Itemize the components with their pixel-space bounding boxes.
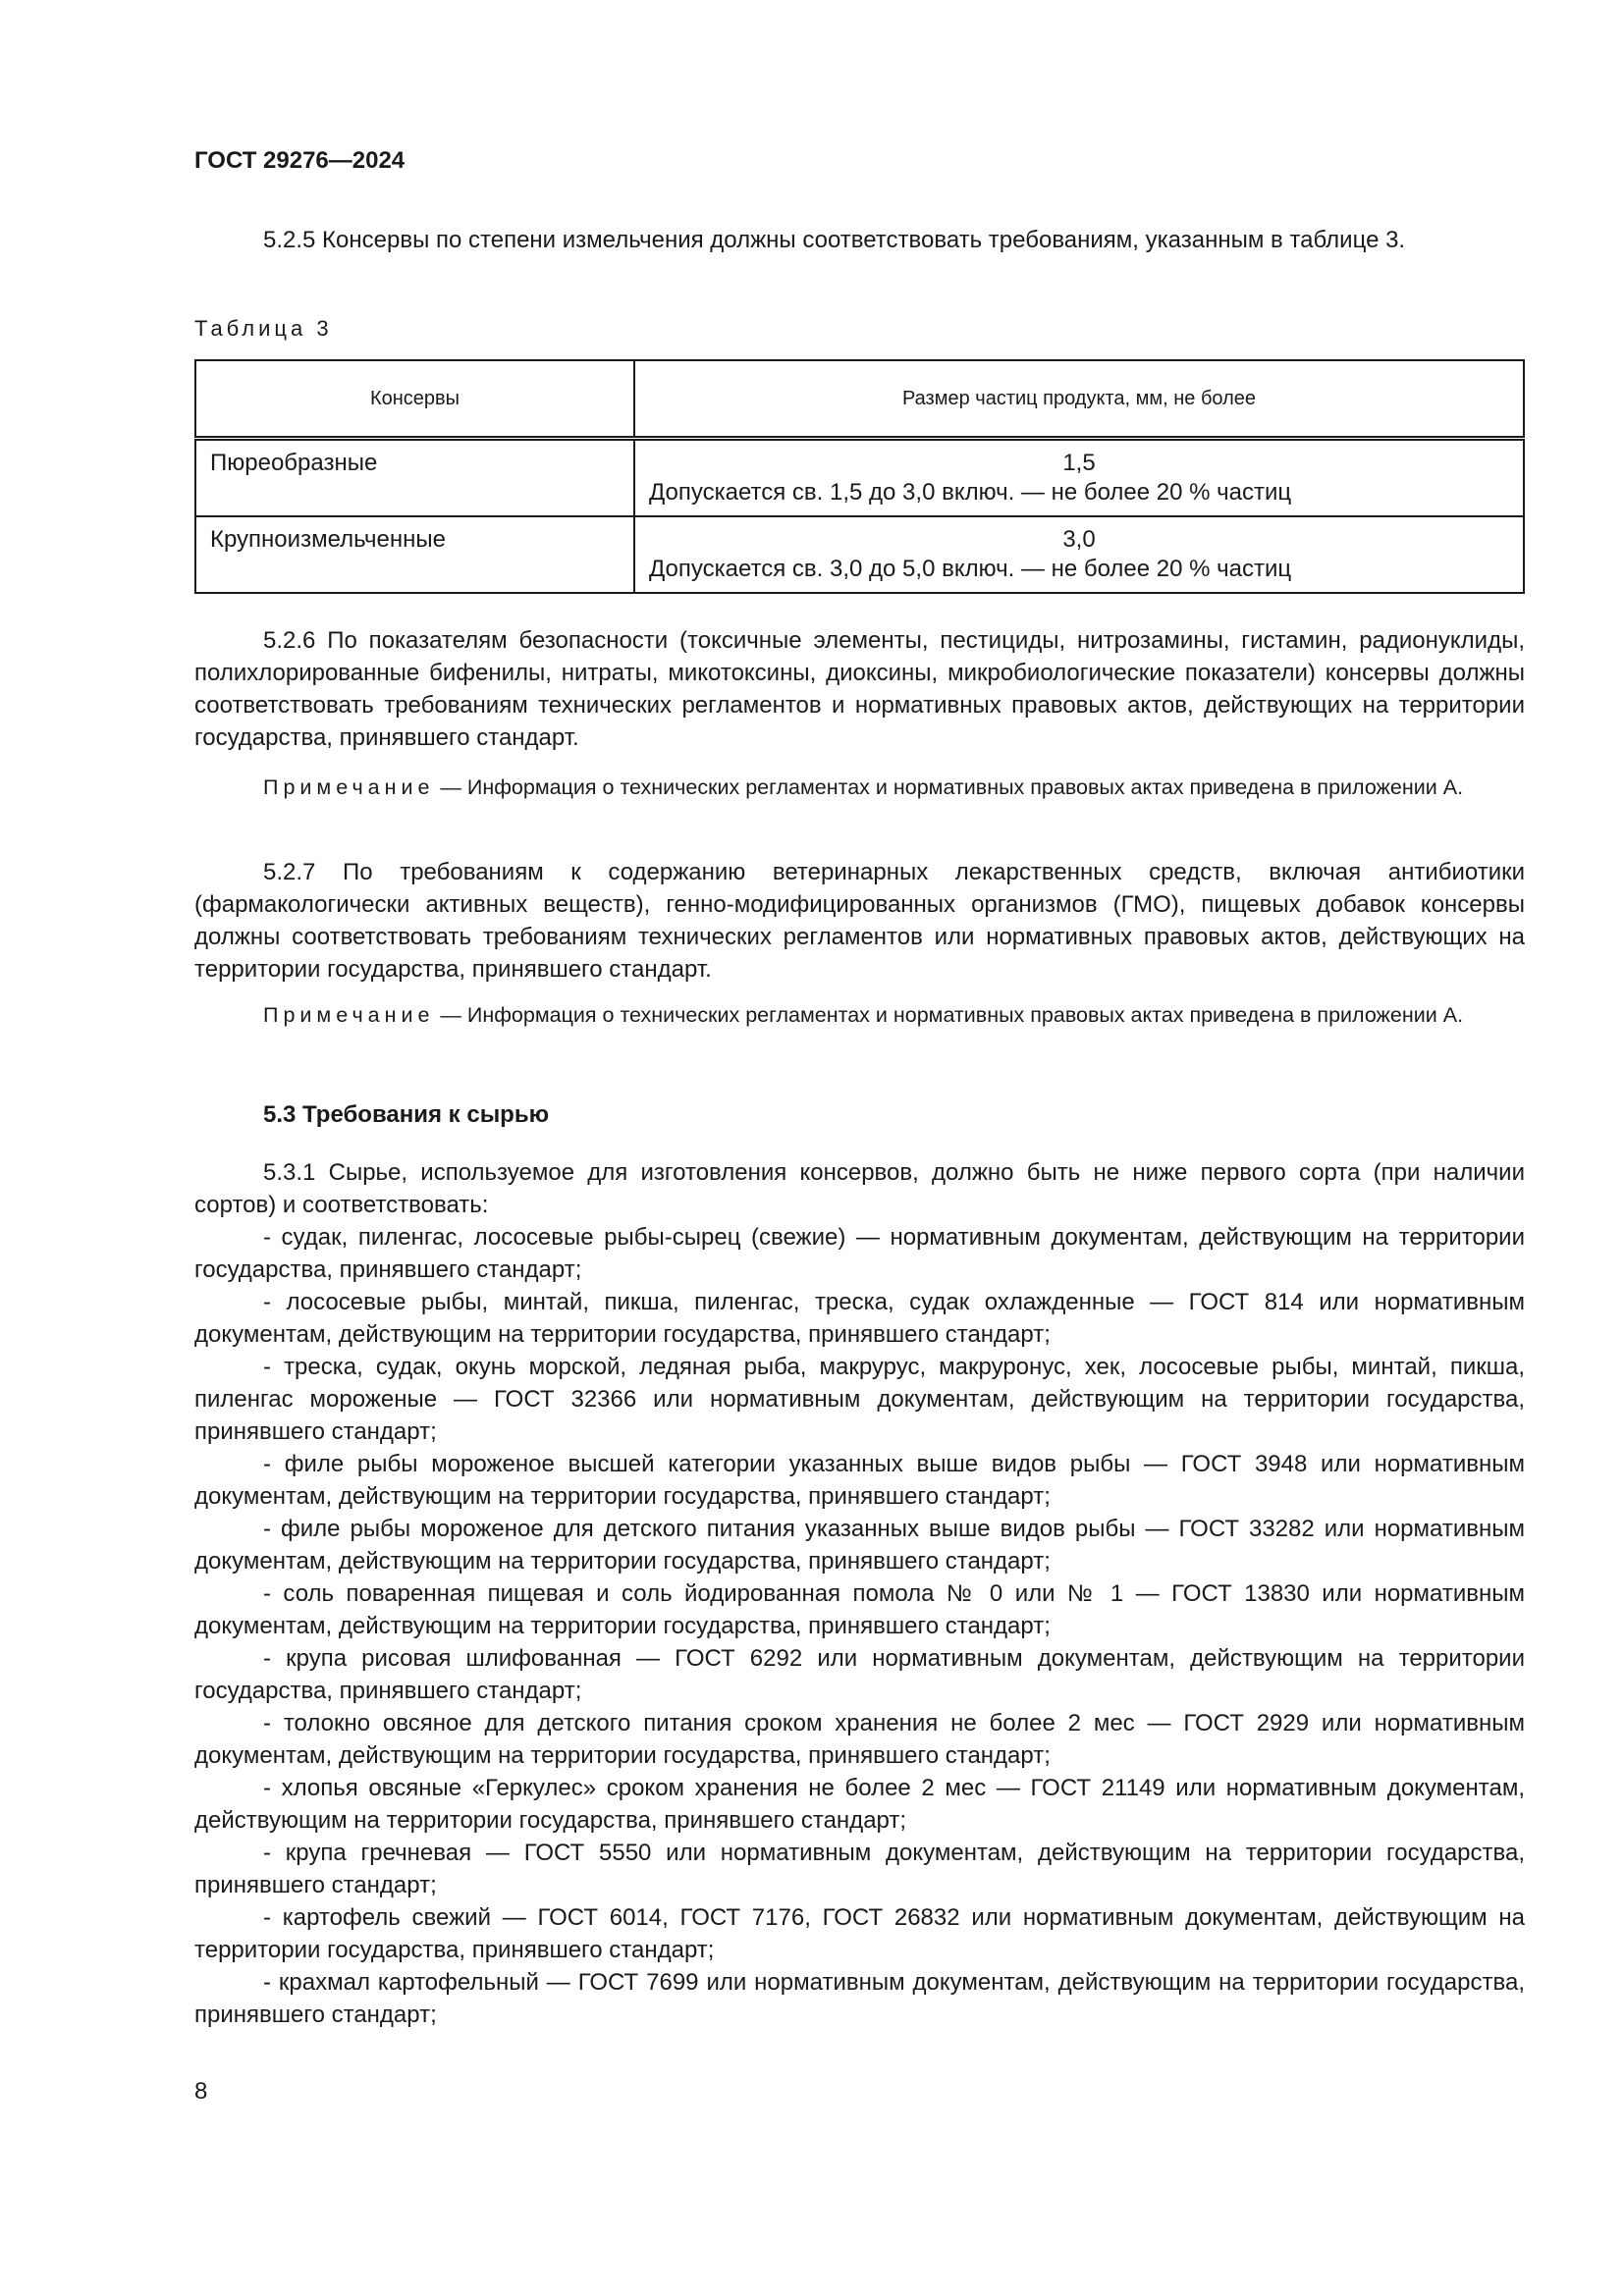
note-text: — Информация о технических регламентах и нормативных правовых актах приведена в приложении А.: [434, 1003, 1464, 1027]
table-header-row: [195, 360, 1524, 439]
table-3: [194, 359, 1525, 594]
note-text: — Информация о технических регламентах и нормативных правовых актах приведена в приложении А.: [434, 775, 1464, 799]
list-item: - филе рыбы мороженое высшей категории указанных выше видов рыбы — ГОСТ 3948 или нормативным документам, действующим на территории государства, принявшего стандарт;: [194, 1451, 1525, 1510]
paragraph-5-2-7: 5.2.7 По требованиям к содержанию ветеринарных лекарственных средств, включая антибиотики (фармакологически активных веществ), генно-модифицированных организмов (ГМО), пищевых добавок консервы должны соответствовать требованиям технических регламентов или нормативных правовых актов, действующих на территории государства, принявшего стандарт.: [194, 859, 1525, 983]
table-row: [195, 439, 1524, 517]
paragraph-5-3-1: 5.3.1 Сырье, используемое для изготовления консервов, должно быть не ниже первого сорта (при наличии сортов) и соответствовать:: [194, 1159, 1525, 1218]
list-item: - филе рыбы мороженое для детского питания указанных выше видов рыбы — ГОСТ 33282 или нормативным документам, действующим на территории государства, принявшего стандарт;: [194, 1516, 1525, 1575]
list-item: - крупа рисовая шлифованная — ГОСТ 6292 или нормативным документам, действующим на территории государства, принявшего стандарт;: [194, 1645, 1525, 1704]
note-2: [194, 999, 1525, 1031]
list-item: - соль поваренная пищевая и соль йодированная помола № 0 или № 1 — ГОСТ 13830 или нормативным документам, действующим на территории государства, принявшего стандарт;: [194, 1580, 1525, 1639]
table-row: [195, 516, 1524, 593]
table-cell-value: [634, 516, 1524, 593]
value-number: 3,0: [1062, 526, 1096, 553]
table-header-product: Консервы: [195, 360, 634, 439]
table-caption: Таблица 3: [194, 316, 333, 341]
paragraph-5-2-6: 5.2.6 По показателям безопасности (токсичные элементы, пестициды, нитрозамины, гистамин, радионуклиды, полихлорированные бифенилы, нитраты, микотоксины, диоксины, микробиологические показатели) консервы должны соответствовать требованиям технических регламентов и нормативных правовых актов, действующих на территории государства, принявшего стандарт.: [194, 627, 1525, 751]
value-number: 1,5: [1062, 450, 1096, 476]
table-cell-value: [634, 439, 1524, 517]
list-item: - судак, пиленгас, лососевые рыбы-сырец (свежие) — нормативным документам, действующим на территории государства, принявшего стандарт;: [194, 1224, 1525, 1283]
note-label: Примечание: [263, 1003, 435, 1027]
table-cell-name: Крупноизмельченные: [195, 516, 634, 593]
table-header-size: Размер частиц продукта, мм, не более: [634, 360, 1524, 439]
paragraph-5-2-5: 5.2.5 Консервы по степени измельчения должны соответствовать требованиям, указанным в таблице 3.: [263, 227, 1406, 253]
raw-materials-list: [194, 1156, 1525, 2031]
list-item: - треска, судак, окунь морской, ледяная рыба, макрурус, макруронус, хек, лососевые рыбы, минтай, пикша, пиленгас мороженые — ГОСТ 32366 или нормативным документам, действующим на территории государства, принявшего стандарт;: [194, 1354, 1525, 1445]
table-cell-name: Пюреобразные: [195, 439, 634, 517]
note-1: [194, 772, 1525, 803]
list-item: - хлопья овсяные «Геркулес» сроком хранения не более 2 мес — ГОСТ 21149 или нормативным документам, действующим на территории государства, принявшего стандарт;: [194, 1775, 1525, 1834]
document-header: ГОСТ 29276—2024: [194, 147, 406, 174]
list-item: - лососевые рыбы, минтай, пикша, пиленгас, треска, судак охлажденные — ГОСТ 814 или нормативным документам, действующим на территории государства, принявшего стандарт;: [194, 1289, 1525, 1348]
list-item: - крахмал картофельный — ГОСТ 7699 или нормативным документам, действующим на территории государства, принявшего стандарт;: [194, 1969, 1525, 2028]
list-item: - картофель свежий — ГОСТ 6014, ГОСТ 7176, ГОСТ 26832 или нормативным документам, действующим на территории государства, принявшего стандарт;: [194, 1904, 1525, 1963]
value-note: Допускается св. 1,5 до 3,0 включ. — не более 20 % частиц: [649, 479, 1292, 506]
section-5-3-title: 5.3 Требования к сырью: [263, 1101, 550, 1128]
page-number: 8: [194, 2078, 208, 2105]
list-item: - толокно овсяное для детского питания сроком хранения не более 2 мес — ГОСТ 2929 или нормативным документам, действующим на территории государства, принявшего стандарт;: [194, 1710, 1525, 1769]
value-note: Допускается св. 3,0 до 5,0 включ. — не более 20 % частиц: [649, 556, 1292, 582]
note-label: Примечание: [263, 775, 435, 799]
list-item: - крупа гречневая — ГОСТ 5550 или нормативным документам, действующим на территории государства, принявшего стандарт;: [194, 1840, 1525, 1898]
